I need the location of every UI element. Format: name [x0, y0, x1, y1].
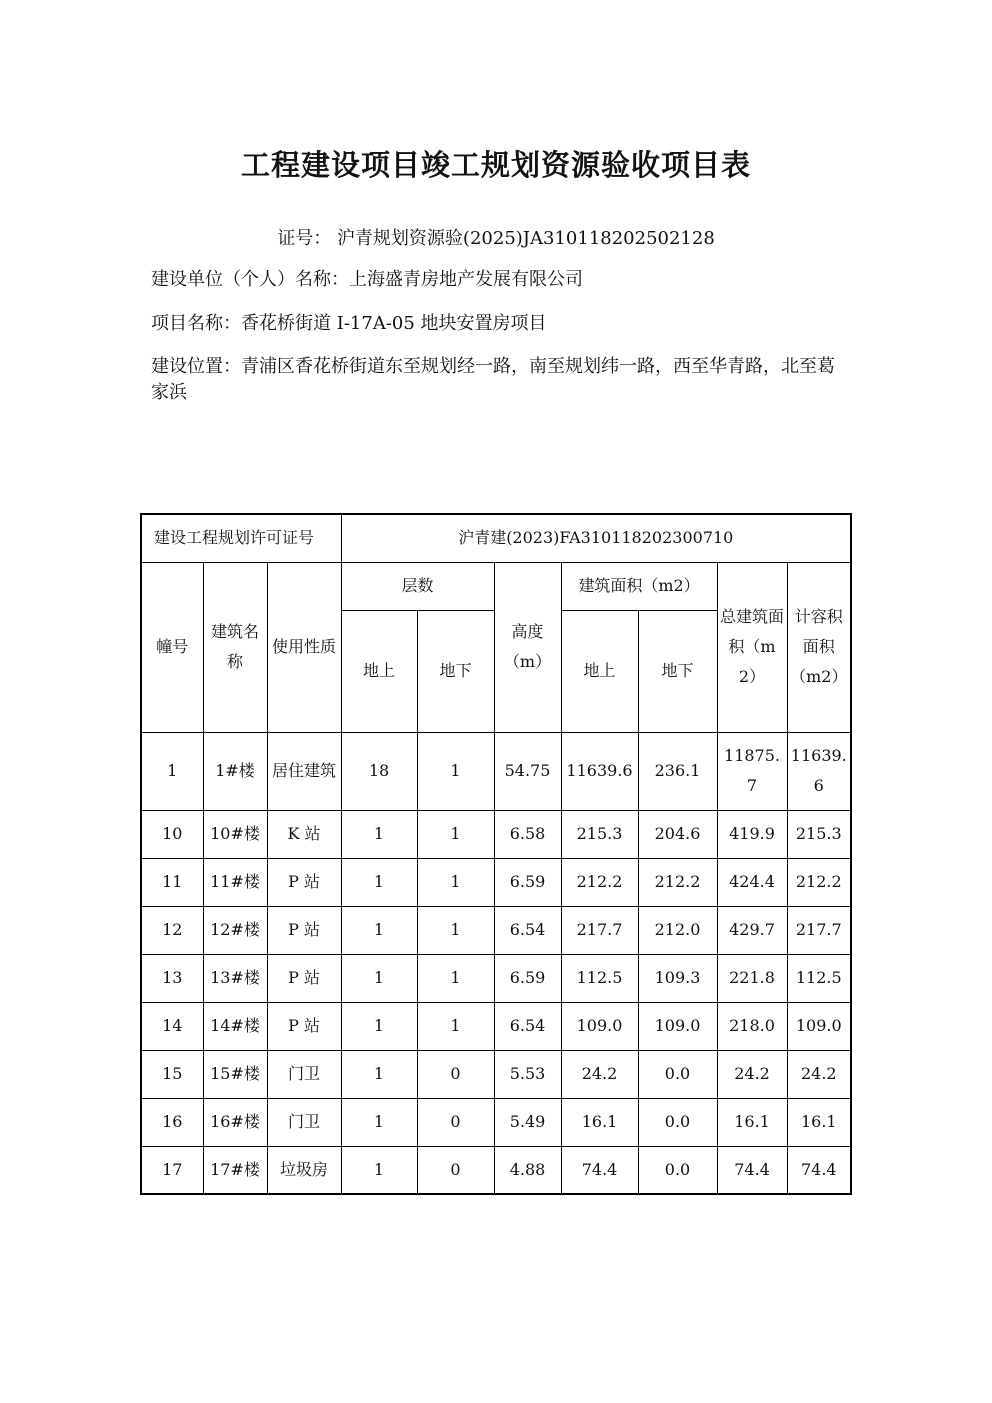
cell-area-below: 0.0 [638, 1050, 717, 1098]
certificate-number [0, 224, 992, 250]
table-row [141, 1098, 851, 1146]
cell-above: 1 [341, 858, 417, 906]
table-row [141, 810, 851, 858]
cell-area-above: 24.2 [561, 1050, 638, 1098]
cell-use: P 站 [267, 1002, 341, 1050]
cell-above: 1 [341, 1050, 417, 1098]
cell-use: P 站 [267, 954, 341, 1002]
cell-far: 212.2 [787, 858, 851, 906]
header-row-1 [141, 562, 851, 610]
project-name [151, 311, 851, 337]
cell-name: 15#楼 [203, 1050, 267, 1098]
cell-height: 6.59 [494, 858, 561, 906]
header-area-below: 地下 [638, 610, 717, 732]
cell-name: 10#楼 [203, 810, 267, 858]
cell-use: P 站 [267, 858, 341, 906]
cell-area-below: 212.2 [638, 858, 717, 906]
cell-far: 215.3 [787, 810, 851, 858]
cell-area-below: 0.0 [638, 1098, 717, 1146]
header-building-no: 幢号 [141, 562, 203, 732]
construction-location-value: 青浦区香花桥街道东至规划经一路，南至规划纬一路，西至华青路，北至葛家浜 [151, 356, 835, 403]
cell-height: 6.59 [494, 954, 561, 1002]
cell-total: 419.9 [717, 810, 787, 858]
cell-area-below: 236.1 [638, 732, 717, 810]
table-row [141, 858, 851, 906]
cell-no: 10 [141, 810, 203, 858]
cell-no: 12 [141, 906, 203, 954]
header-height: 高度（m） [494, 562, 561, 732]
cell-area-below: 109.0 [638, 1002, 717, 1050]
cell-no: 17 [141, 1146, 203, 1194]
cell-area-above: 215.3 [561, 810, 638, 858]
header-use: 使用性质 [267, 562, 341, 732]
cell-above: 1 [341, 810, 417, 858]
project-name-label: 项目名称： [151, 313, 241, 334]
cell-no: 11 [141, 858, 203, 906]
cell-area-above: 212.2 [561, 858, 638, 906]
certificate-value: 沪青规划资源验(2025)JA310118202502128 [336, 228, 715, 249]
cell-height: 4.88 [494, 1146, 561, 1194]
cell-below: 1 [417, 1002, 494, 1050]
cell-height: 6.54 [494, 906, 561, 954]
cell-no: 1 [141, 732, 203, 810]
table-row [141, 1002, 851, 1050]
cell-above: 1 [341, 1098, 417, 1146]
cell-name: 17#楼 [203, 1146, 267, 1194]
header-floors-above: 地上 [341, 610, 417, 732]
cell-area-above: 11639.6 [561, 732, 638, 810]
permit-row [141, 514, 851, 562]
cell-far: 16.1 [787, 1098, 851, 1146]
cell-below: 1 [417, 906, 494, 954]
cell-use: 居住建筑 [267, 732, 341, 810]
cell-below: 1 [417, 732, 494, 810]
cell-name: 13#楼 [203, 954, 267, 1002]
table-row [141, 1050, 851, 1098]
header-far-area: 计容积面积（m2） [787, 562, 851, 732]
cell-area-above: 16.1 [561, 1098, 638, 1146]
cell-far: 217.7 [787, 906, 851, 954]
cell-total: 24.2 [717, 1050, 787, 1098]
cell-total: 429.7 [717, 906, 787, 954]
project-name-value: 香花桥街道 I-17A-05 地块安置房项目 [241, 313, 547, 334]
cell-name: 16#楼 [203, 1098, 267, 1146]
cell-above: 1 [341, 1002, 417, 1050]
table-row [141, 906, 851, 954]
cell-height: 5.53 [494, 1050, 561, 1098]
construction-location-label: 建设位置： [151, 356, 241, 377]
header-floors: 层数 [341, 562, 494, 610]
cell-above: 1 [341, 954, 417, 1002]
cell-area-above: 217.7 [561, 906, 638, 954]
header-total-area: 总建筑面积（m2） [717, 562, 787, 732]
table-row [141, 954, 851, 1002]
cell-far: 24.2 [787, 1050, 851, 1098]
cell-use: 门卫 [267, 1098, 341, 1146]
cell-area-below: 0.0 [638, 1146, 717, 1194]
cell-above: 18 [341, 732, 417, 810]
construction-unit-value: 上海盛青房地产发展有限公司 [349, 269, 583, 290]
cell-below: 0 [417, 1050, 494, 1098]
construction-unit [151, 267, 851, 293]
cell-above: 1 [341, 1146, 417, 1194]
cell-use: K 站 [267, 810, 341, 858]
header-floors-below: 地下 [417, 610, 494, 732]
cell-use: 垃圾房 [267, 1146, 341, 1194]
cell-name: 14#楼 [203, 1002, 267, 1050]
cell-total: 74.4 [717, 1146, 787, 1194]
cell-area-above: 112.5 [561, 954, 638, 1002]
cell-far: 74.4 [787, 1146, 851, 1194]
cell-area-below: 204.6 [638, 810, 717, 858]
cell-total: 16.1 [717, 1098, 787, 1146]
cell-area-above: 74.4 [561, 1146, 638, 1194]
permit-value: 沪青建(2023)FA310118202300710 [341, 514, 851, 562]
cell-below: 1 [417, 858, 494, 906]
header-building-name: 建筑名称 [203, 562, 267, 732]
cell-below: 1 [417, 954, 494, 1002]
certificate-label: 证号： [277, 228, 332, 249]
table-row [141, 1146, 851, 1194]
cell-name: 1#楼 [203, 732, 267, 810]
table-row [141, 732, 851, 810]
cell-below: 0 [417, 1098, 494, 1146]
cell-height: 54.75 [494, 732, 561, 810]
cell-name: 12#楼 [203, 906, 267, 954]
cell-total: 218.0 [717, 1002, 787, 1050]
construction-unit-label: 建设单位（个人）名称： [151, 269, 349, 290]
cell-name: 11#楼 [203, 858, 267, 906]
cell-no: 13 [141, 954, 203, 1002]
cell-far: 109.0 [787, 1002, 851, 1050]
cell-total: 221.8 [717, 954, 787, 1002]
cell-area-below: 109.3 [638, 954, 717, 1002]
cell-area-below: 212.0 [638, 906, 717, 954]
cell-height: 5.49 [494, 1098, 561, 1146]
cell-height: 6.54 [494, 1002, 561, 1050]
cell-far: 11639.6 [787, 732, 851, 810]
cell-far: 112.5 [787, 954, 851, 1002]
cell-above: 1 [341, 906, 417, 954]
cell-no: 16 [141, 1098, 203, 1146]
cell-use: P 站 [267, 906, 341, 954]
cell-no: 15 [141, 1050, 203, 1098]
cell-below: 1 [417, 810, 494, 858]
construction-location [151, 354, 851, 406]
cell-total: 424.4 [717, 858, 787, 906]
cell-below: 0 [417, 1146, 494, 1194]
header-area: 建筑面积（m2） [561, 562, 717, 610]
cell-height: 6.58 [494, 810, 561, 858]
acceptance-table [140, 513, 852, 1195]
page-title: 工程建设项目竣工规划资源验收项目表 [240, 148, 751, 182]
cell-total: 11875.7 [717, 732, 787, 810]
permit-label: 建设工程规划许可证号 [141, 514, 341, 562]
cell-no: 14 [141, 1002, 203, 1050]
header-area-above: 地上 [561, 610, 638, 732]
cell-area-above: 109.0 [561, 1002, 638, 1050]
cell-use: 门卫 [267, 1050, 341, 1098]
